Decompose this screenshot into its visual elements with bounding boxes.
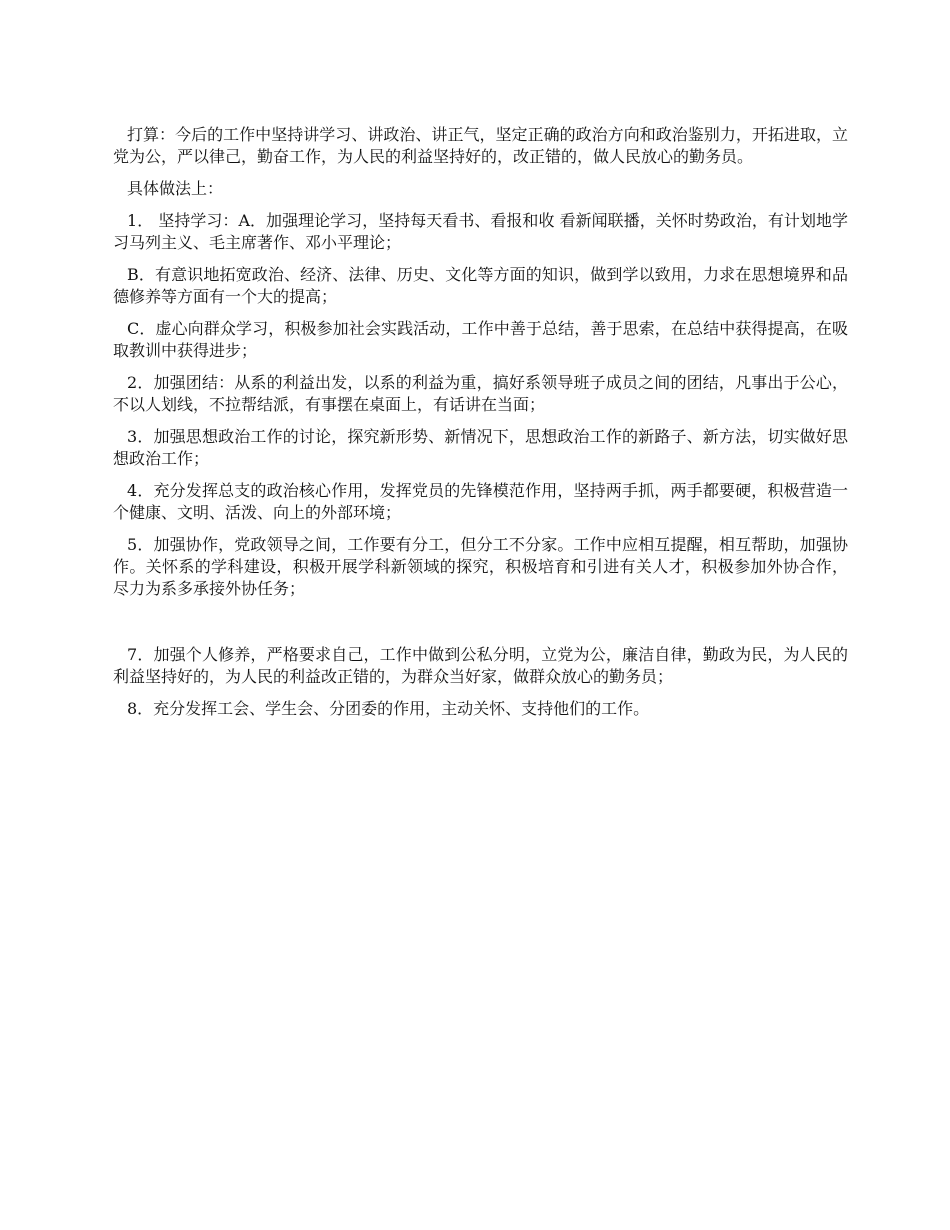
paragraph-item-1-study: 1． 坚持学习：A．加强理论学习，坚持每天看书、看报和收 看新闻联播，关怀时势政治，有计划地学习马列主义、毛主席著作、邓小平理论； xyxy=(113,211,848,252)
blank-gap xyxy=(113,610,848,644)
paragraph-item-1c: C．虚心向群众学习，积极参加社会实践活动，工作中善于总结，善于思索，在总结中获得提高，在吸取教训中获得进步； xyxy=(113,319,848,360)
paragraph-item-1b: B．有意识地拓宽政治、经济、法律、历史、文化等方面的知识，做到学以致用，力求在思想境界和品德修养等方面有一个大的提高； xyxy=(113,265,848,306)
paragraph-specific-methods: 具体做法上： xyxy=(127,179,224,198)
paragraph-item-3-ideology: 3．加强思想政治工作的讨论，探究新形势、新情况下，思想政治工作的新路子、新方法，切实做好思想政治工作； xyxy=(113,427,848,468)
paragraph-plan: 打算：今后的工作中坚持讲学习、讲政治、讲正气，坚定正确的政治方向和政治鉴别力，开拓进取，立党为公，严以律己，勤奋工作，为人民的利益坚持好的，改正错的，做人民放心的勤务员。 xyxy=(113,125,848,166)
paragraph-item-8-organizations: 8．充分发挥工会、学生会、分团委的作用，主动关怀、支持他们的工作。 xyxy=(127,699,650,718)
paragraph-item-2-unity: 2．加强团结：从系的利益出发，以系的利益为重，搞好系领导班子成员之间的团结，凡事出于公心，不以人划线，不拉帮结派，有事摆在桌面上，有话讲在当面； xyxy=(113,373,848,414)
paragraph-item-4-core-role: 4．充分发挥总支的政治核心作用，发挥党员的先锋模范作用，坚持两手抓，两手都要硬，积极营造一个健康、文明、活泼、向上的外部环境； xyxy=(113,481,848,522)
document-page xyxy=(113,124,848,730)
paragraph-item-5-cooperation: 5．加强协作，党政领导之间，工作要有分工，但分工不分家。工作中应相互提醒，相互帮助，加强协作。关怀系的学科建设，积极开展学科新领域的探究，积极培育和引进有关人才，积极参加外协合作，尽力为系多承接外协任务； xyxy=(113,535,848,598)
paragraph-item-7-self-cultivation: 7．加强个人修养，严格要求自己，工作中做到公私分明，立党为公，廉洁自律，勤政为民，为人民的利益坚持好的，为人民的利益改正错的，为群众当好家，做群众放心的勤务员； xyxy=(113,645,848,686)
